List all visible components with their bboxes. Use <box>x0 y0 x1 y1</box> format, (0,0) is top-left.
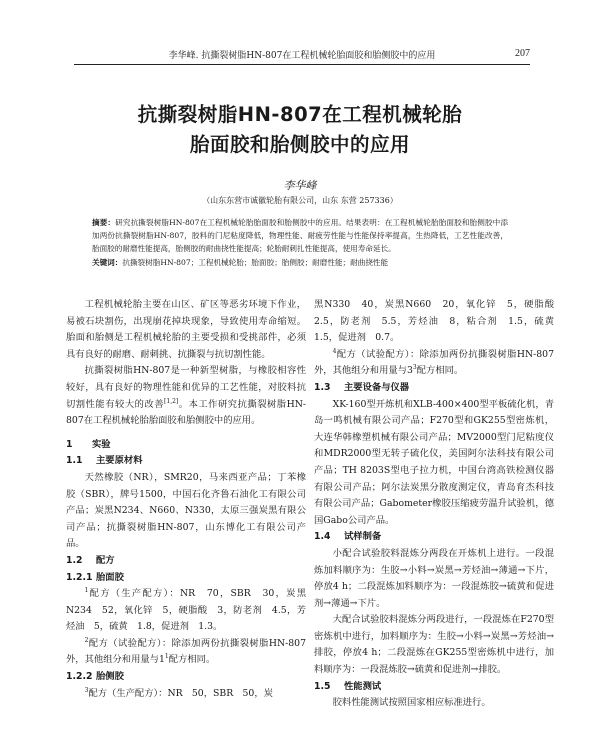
section-1-2-1-heading <box>66 570 306 587</box>
abstract-block <box>92 216 508 269</box>
prep-paragraph-2: 大配合试验胶料混炼分两段进行，一段混炼在F270型密炼机中进行，加料顺序为：生胶→小料→炭黑→芳烃油→排胶，停放4 h；二段混炼在GK255型密炼机中进行，加料顺序为：一段混炼胶→硫黄和促进剂→排胶。 <box>314 614 554 676</box>
left-column <box>66 297 306 702</box>
section-number: 1.5 <box>314 680 331 692</box>
prep-paragraph-1: 小配合试验胶料混炼分两段在开炼机上进行。一段混炼加料顺序为：生胶→小料→炭黑→芳烃油→薄通→下片，停放4 h；二段混炼加料顺序为：一段混炼胶→硫黄和促进剂→薄通→下片。 <box>314 547 554 609</box>
section-1-3-heading <box>314 380 554 397</box>
intro-paragraph-2 <box>66 363 306 429</box>
formula-text: 配方（试验配方）：除添加两份抗撕裂树脂HN-807外，其他组分和用量与1 <box>66 637 306 666</box>
formula-number: 1 <box>84 587 89 594</box>
materials-paragraph: 天然橡胶（NR），SMR20，马来西亚产品；丁苯橡胶（SBR），牌号1500，中国石化齐鲁石油化工有限公司产品；炭黑N234、N660、N330，太原三强炭黑有限公司产品；抗撕裂树脂HN-807，山东博化工有限公司产品。 <box>66 471 306 550</box>
right-column <box>314 297 564 712</box>
section-number: 1.3 <box>314 381 331 393</box>
keywords-text: 抗撕裂树脂HN-807；工程机械轮胎；胎面胶；胎侧胶；耐磨性能；耐曲挠性能 <box>122 258 389 267</box>
formula-3 <box>66 686 306 703</box>
section-1-2-2-heading <box>66 669 306 686</box>
section-number: 1.2.2 <box>66 671 93 683</box>
affiliation: （山东东营市诚徽轮胎有限公司，山东 东营 257336） <box>202 196 398 205</box>
formula-number: 2 <box>84 636 89 644</box>
section-title: 试样制备 <box>344 531 382 543</box>
section-1-5-heading <box>314 679 554 696</box>
performance-paragraph: 胶料性能测试按照国家相应标准进行。 <box>332 697 491 709</box>
citation-ref: [1,2] <box>164 397 179 405</box>
title-line-2: 胎面胶和胎侧胶中的应用 <box>189 133 410 156</box>
section-number: 1.1 <box>66 455 83 467</box>
abstract-label: 摘要： <box>92 218 116 227</box>
section-number: 1.4 <box>314 531 331 543</box>
intro-p2-tail: 。本工作研究抗撕裂树脂HN-807在工程机械轮胎胎面胶和胎侧胶中的应用。 <box>66 398 306 427</box>
formula-number: 3 <box>84 686 89 694</box>
section-1-1-heading <box>66 453 306 470</box>
section-title: 胎侧胶 <box>96 671 124 683</box>
running-head-text: 李华峰. 抗撕裂树脂HN-807在工程机械轮胎面胶和胎侧胶中的应用 <box>168 51 436 61</box>
formula-ref: 1 <box>164 653 169 661</box>
formula-tail: 配方相同。 <box>416 365 464 377</box>
keywords-label: 关键词： <box>92 258 123 267</box>
equipment-paragraph: XK-160型开炼机和XLB-400×400型平板硫化机，青岛一鸣机械有限公司产品；F270型和GK255型密炼机，大连华韩橡塑机械有限公司产品；MV2000型门尼粘度仪和MDR2000型无转子硫化仪，美国阿尔法科技有限公司产品；TH 8203S型电子拉力机，中国台湾高铁检测仪器有限公司产品；阿尔法炭黑分散度测定仪，青岛育杰科技有限公司产品；Gabometer橡胶压缩疲劳温升试验机，德国Gabo公司产品。 <box>314 398 554 526</box>
section-title: 性能测试 <box>344 680 382 692</box>
keywords <box>92 256 508 269</box>
title-line-1: 抗撕裂树脂HN-807在工程机械轮胎 <box>137 103 463 126</box>
section-number: 1 <box>66 438 73 450</box>
formula-3-continued: 黑N330 40，炭黑N660 20，氧化锌 5，硬脂酸 2.5，防老剂 5.5，芳烃油 8，粘合剂 1.5，硫黄 1.5，促进剂 0.7。 <box>314 299 564 344</box>
section-1-4-heading <box>314 529 554 546</box>
section-title: 胎面胶 <box>96 571 124 583</box>
formula-1 <box>66 586 306 636</box>
running-head <box>74 48 530 65</box>
article-title <box>0 100 600 160</box>
abstract-text: 研究抗撕裂树脂HN-807在工程机械轮胎胎面胶和胎侧胶中的应用。结果表明：在工程机械轮胎胎面胶和胎侧胶中添加两份抗撕裂树脂HN-807，胶料的门尼粘度降低，物理性能、耐疲劳性能与性能保持率提高，生热降低，工艺性能改善，胎面胶的耐磨性能提高，胎侧胶的耐曲挠性能提高；轮胎耐刺扎性能提高，使用寿命延长。 <box>92 218 508 253</box>
section-title: 主要原材料 <box>96 455 143 467</box>
section-title: 配方 <box>96 554 115 566</box>
section-number: 1.2.1 <box>66 571 93 583</box>
formula-text: 配方（生产配方）：NR 70，SBR 30，炭黑N234 52，氧化锌 5，硬脂酸 3，防老剂 4.5，芳烃油 5，硫黄 1.8，促进剂 1.3。 <box>66 588 306 633</box>
formula-number: 4 <box>332 347 337 355</box>
formula-2 <box>66 636 306 669</box>
abstract <box>92 216 508 255</box>
formula-tail: 配方相同。 <box>168 654 216 666</box>
section-1-heading <box>66 437 306 454</box>
section-1-2-heading <box>66 553 306 570</box>
intro-paragraph-1: 工程机械轮胎主要在山区、矿区等恶劣环境下作业，易被石块割伤，出现崩花掉块现象，导致使用寿命缩短。胎面和胎侧是工程机械轮胎的主要受损和受挑部件，必须具有良好的耐磨、耐刺挑、抗撕裂与抗切割性能。 <box>66 299 306 360</box>
author: 李华峰 <box>283 179 317 192</box>
formula-text: 配方（试验配方）：除添加两份抗撕裂树脂HN-807外，其他组分和用量与3 <box>314 348 554 377</box>
formula-4 <box>314 347 554 380</box>
section-number: 1.2 <box>66 554 83 566</box>
formula-text: 配方（生产配方）：NR 50，SBR 50，炭 <box>88 687 273 699</box>
section-title: 主要设备与仪器 <box>344 381 410 393</box>
intro-p2-text: 抗撕裂树脂HN-807是一种新型树脂，与橡胶相容性较好，具有良好的物理性能和优异的工艺性能，对胶料抗切割性能有较大的改善 <box>66 365 306 410</box>
formula-ref: 3 <box>412 364 417 372</box>
page-number: 207 <box>515 48 530 59</box>
section-title: 实验 <box>92 438 111 450</box>
